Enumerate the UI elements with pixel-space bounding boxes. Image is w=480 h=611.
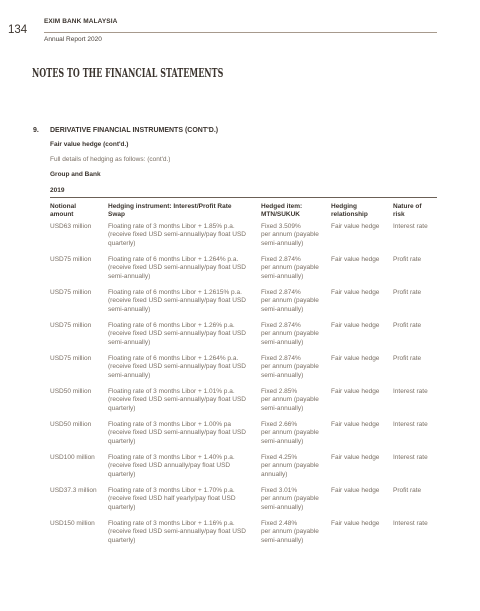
cell-line: (receive fixed USD semi-annually/pay float USD [108, 528, 246, 536]
header-divider [44, 32, 437, 33]
hedging-instrument-cell [108, 520, 258, 545]
hedging-relationship-cell: Fair value hedge [331, 223, 380, 230]
col-header-hedging-relationship [331, 203, 389, 220]
cell-line: (receive fixed USD semi-annually/pay float USD [108, 231, 246, 239]
hedged-item-cell [261, 520, 327, 545]
cell-line: quarterly) [108, 437, 136, 445]
table-header [50, 203, 437, 223]
cell-line: (receive fixed USD half yearly/pay float USD [108, 495, 236, 503]
hedged-item-cell [261, 421, 327, 446]
nature-of-risk-cell: Interest rate [393, 223, 428, 230]
page-number: 134 [8, 24, 28, 36]
cell-line: semi-annually) [261, 338, 304, 346]
hedging-relationship-cell: Fair value hedge [331, 355, 380, 362]
hedging-relationship-cell: Fair value hedge [331, 454, 380, 461]
table-row [50, 223, 437, 256]
table-row [50, 454, 437, 487]
header-line: Swap [108, 211, 125, 219]
notional-amount-cell: USD75 million [50, 322, 92, 329]
cell-line: (receive fixed USD semi-annually/pay float USD [108, 297, 246, 305]
cell-line: semi-annually) [108, 305, 151, 313]
hedged-item-cell [261, 256, 327, 281]
hedging-instrument-cell [108, 256, 258, 281]
table-body [50, 223, 437, 553]
cell-line: quarterly) [108, 404, 136, 412]
table-row [50, 388, 437, 421]
cell-line: Fixed 2.66% [261, 421, 298, 428]
header-line: Notional [50, 203, 76, 210]
cell-line: Fixed 2.48% [261, 520, 298, 527]
cell-line: Floating rate of 6 months Libor + 1.2615% p.a. [108, 289, 242, 296]
hedging-instrument-cell [108, 388, 258, 413]
header-line: Nature of [393, 203, 422, 210]
nature-of-risk-cell: Profit rate [393, 487, 422, 494]
cell-line: (receive fixed USD semi-annually/pay float USD [108, 396, 246, 404]
hedged-item-cell [261, 388, 327, 413]
cell-line: Fixed 2.874% [261, 355, 301, 362]
nature-of-risk-cell: Interest rate [393, 520, 428, 527]
header-line: amount [50, 211, 74, 219]
cell-line: per annum (payable [261, 264, 319, 272]
cell-line: Fixed 2.874% [261, 256, 301, 263]
cell-line: per annum (payable [261, 231, 319, 239]
col-header-hedged-item [261, 203, 327, 220]
cell-line: semi-annually) [261, 371, 304, 379]
cell-line: per annum (payable [261, 396, 319, 404]
hedging-relationship-cell: Fair value hedge [331, 487, 380, 494]
cell-line: semi-annually) [261, 437, 304, 445]
table-row [50, 421, 437, 454]
header-line: Hedged item: [261, 203, 303, 210]
hedging-instrument-cell [108, 322, 258, 347]
header-line: relationship [331, 211, 368, 219]
hedged-item-cell [261, 487, 327, 512]
cell-line: per annum (payable [261, 429, 319, 437]
notional-amount-cell: USD50 million [50, 388, 92, 395]
notional-amount-cell: USD100 million [50, 454, 95, 461]
hedging-relationship-cell: Fair value hedge [331, 289, 380, 296]
cell-line: Floating rate of 3 months Libor + 1.40% p.a. [108, 454, 235, 461]
cell-line: Floating rate of 3 months Libor + 1.00% pa [108, 421, 232, 428]
cell-line: per annum (payable [261, 495, 319, 503]
hedging-instrument-cell [108, 421, 258, 446]
nature-of-risk-cell: Interest rate [393, 454, 428, 461]
col-header-nature-of-risk [393, 203, 439, 220]
notes-title: NOTES TO THE FINANCIAL STATEMENTS [32, 66, 224, 80]
hedging-relationship-cell: Fair value hedge [331, 256, 380, 263]
hedging-relationship-cell: Fair value hedge [331, 421, 380, 428]
table-row [50, 322, 437, 355]
cell-line: per annum (payable [261, 462, 319, 470]
hedged-item-cell [261, 289, 327, 314]
cell-line: (receive fixed USD semi-annually/pay float USD [108, 363, 246, 371]
cell-line: Floating rate of 3 months Libor + 1.01% p.a. [108, 388, 235, 395]
notional-amount-cell: USD150 million [50, 520, 95, 527]
cell-line: semi-annually) [261, 305, 304, 313]
table-row [50, 256, 437, 289]
col-header-hedging-instrument [108, 203, 258, 220]
cell-line: semi-annually) [108, 272, 151, 280]
nature-of-risk-cell: Interest rate [393, 421, 428, 428]
hedging-relationship-cell: Fair value hedge [331, 520, 380, 527]
cell-line: per annum (payable [261, 297, 319, 305]
cell-line: Floating rate of 6 months Libor + 1.264% p.a. [108, 256, 239, 263]
notional-amount-cell: USD75 million [50, 289, 92, 296]
cell-line: semi-annually) [261, 239, 304, 247]
cell-line: semi-annually) [261, 404, 304, 412]
year-label: 2019 [50, 187, 65, 194]
hedging-instrument-cell [108, 223, 258, 248]
cell-line: Fixed 2.874% [261, 289, 301, 296]
nature-of-risk-cell: Profit rate [393, 256, 422, 263]
section-subtitle: Fair value hedge (cont'd.) [50, 141, 129, 148]
cell-line: (receive fixed USD semi-annually/pay float USD [108, 429, 246, 437]
table-row [50, 289, 437, 322]
cell-line: Floating rate of 3 months Libor + 1.16% p.a. [108, 520, 235, 527]
table-row [50, 487, 437, 520]
section-number: 9. [33, 127, 39, 134]
hedged-item-cell [261, 322, 327, 347]
hedging-instrument-cell [108, 487, 258, 512]
cell-line: (receive fixed USD semi-annually/pay float USD [108, 264, 246, 272]
cell-line: Fixed 2.874% [261, 322, 301, 329]
cell-line: per annum (payable [261, 363, 319, 371]
notional-amount-cell: USD63 million [50, 223, 92, 230]
cell-line: (receive fixed USD semi-annually/pay float USD [108, 330, 246, 338]
cell-line: semi-annually) [261, 503, 304, 511]
header-report-name: Annual Report 2020 [44, 36, 102, 43]
cell-line: per annum (payable [261, 528, 319, 536]
cell-line: semi-annually) [108, 338, 151, 346]
hedging-instrument-cell [108, 289, 258, 314]
table-row [50, 355, 437, 388]
col-header-notional-amount [50, 203, 104, 220]
hedging-instrument-cell [108, 355, 258, 380]
cell-line: quarterly) [108, 503, 136, 511]
cell-line: quarterly) [108, 470, 136, 478]
nature-of-risk-cell: Profit rate [393, 322, 422, 329]
hedged-item-cell [261, 355, 327, 380]
cell-line: Fixed 4.25% [261, 454, 298, 461]
hedged-item-cell [261, 223, 327, 248]
cell-line: Floating rate of 3 months Libor + 1.85% p.a. [108, 223, 235, 230]
notional-amount-cell: USD75 million [50, 256, 92, 263]
header-bank-name: EXIM BANK MALAYSIA [44, 18, 118, 25]
header-line: MTN/SUKUK [261, 211, 300, 219]
cell-line: Floating rate of 3 months Libor + 1.70% p.a. [108, 487, 235, 494]
nature-of-risk-cell: Interest rate [393, 388, 428, 395]
hedged-item-cell [261, 454, 327, 479]
section-intro: Full details of hedging as follows: (cont'd.) [50, 156, 171, 163]
cell-line: Floating rate of 6 months Libor + 1.264% p.a. [108, 355, 239, 362]
cell-line: Fixed 2.85% [261, 388, 298, 395]
hedging-table [50, 203, 437, 553]
cell-line: quarterly) [108, 536, 136, 544]
notional-amount-cell: USD37.3 million [50, 487, 97, 494]
cell-line: quarterly) [108, 239, 136, 247]
cell-line: annually) [261, 470, 288, 478]
hedging-relationship-cell: Fair value hedge [331, 388, 380, 395]
entity-label: Group and Bank [50, 171, 101, 178]
table-row [50, 520, 437, 553]
section-title: DERIVATIVE FINANCIAL INSTRUMENTS (CONT'D.) [50, 127, 219, 134]
cell-line: Fixed 3.509% [261, 223, 301, 230]
cell-line: semi-annually) [261, 272, 304, 280]
notional-amount-cell: USD75 million [50, 355, 92, 362]
hedging-relationship-cell: Fair value hedge [331, 322, 380, 329]
hedging-instrument-cell [108, 454, 258, 479]
cell-line: semi-annually) [261, 536, 304, 544]
header-line: Hedging instrument: Interest/Profit Rate [108, 203, 232, 210]
cell-line: per annum (payable [261, 330, 319, 338]
cell-line: Floating rate of 6 months Libor + 1.26% p.a. [108, 322, 235, 329]
nature-of-risk-cell: Profit rate [393, 355, 422, 362]
cell-line: (receive fixed USD annually/pay float USD [108, 462, 231, 470]
header-line: risk [393, 211, 405, 219]
table-top-rule [50, 197, 437, 198]
cell-line: semi-annually) [108, 371, 151, 379]
cell-line: Fixed 3.01% [261, 487, 298, 494]
notional-amount-cell: USD50 million [50, 421, 92, 428]
header-line: Hedging [331, 203, 357, 210]
nature-of-risk-cell: Profit rate [393, 289, 422, 296]
